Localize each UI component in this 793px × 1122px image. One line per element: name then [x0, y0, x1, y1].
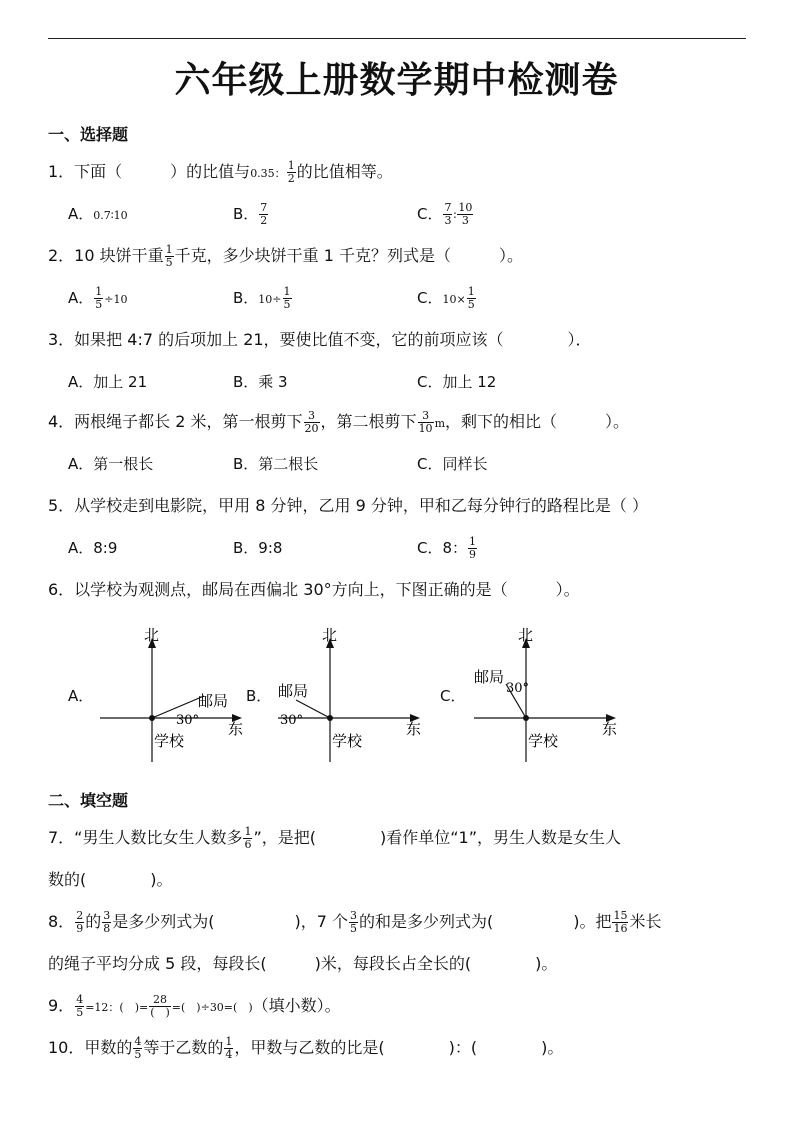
option-a: A．0.7∶10: [68, 205, 128, 223]
question-8-cont: 的绳子平均分成 5 段，每段长( )米，每段长占全长的( )。: [48, 954, 558, 973]
option-c: C．8： $\frac{1}{9}$: [417, 535, 477, 561]
diagram-b: [274, 622, 434, 766]
post-office-label: 邮局: [278, 682, 309, 700]
top-rule: [48, 38, 746, 39]
fraction: $\frac{3}{5}$: [349, 909, 357, 935]
diagram-b-label: B．: [246, 687, 272, 705]
diagram-c-label: C．: [440, 687, 466, 705]
fraction: $\frac{1}{4}$: [225, 1035, 233, 1061]
option-a: A．第一根长: [68, 455, 154, 473]
east-label: 东: [602, 720, 618, 738]
option-a: A． $\frac{1}{5}$ ÷10: [68, 285, 128, 311]
question-8: 8． $\frac{2}{9}$ 的 $\frac{3}{8}$ 是多少列式为( )，7 个 $\frac{3}{5}$ 的和是多少列式为( )。把 $\frac{15}{16}$ 米长: [48, 909, 662, 935]
option-a: A．8:9: [68, 539, 118, 557]
diagram-a-label: A．: [68, 687, 94, 705]
option-b: B．10÷ $\frac{1}{5}$: [233, 285, 291, 311]
fraction: $\frac{1}{2}$: [287, 159, 295, 185]
school-label: 学校: [528, 732, 559, 750]
fraction: $\frac{15}{16}$: [613, 909, 628, 935]
question-10: 10．甲数的 $\frac{4}{5}$ 等于乙数的 $\frac{1}{4}$ ，甲数与乙数的比是( )：( )。: [48, 1035, 564, 1061]
fraction: $\frac{1}{5}$: [165, 243, 173, 269]
east-label: 东: [228, 720, 244, 738]
option-c: C．加上 12: [417, 373, 497, 391]
fraction: $\frac{28}{( )}$: [150, 993, 170, 1019]
section-fill-heading: 二、填空题: [48, 791, 129, 810]
question-6: 6．以学校为观测点，邮局在西偏北 30°方向上，下图正确的是（ ）。: [48, 580, 580, 599]
angle-label: 30°: [176, 713, 200, 728]
question-9: 9． $\frac{4}{5}$ =12：( )= $\frac{28}{( )}$ =( )÷30=( )（填小数）。: [48, 993, 341, 1019]
option-a: A．加上 21: [68, 373, 148, 391]
option-b: B．第二根长: [233, 455, 319, 473]
question-4: 4．两根绳子都长 2 米，第一根剪下 $\frac{3}{20}$ ，第二根剪下 $\frac{3}{10}$ m，剩下的相比（ ）。: [48, 409, 630, 435]
option-c: C．10× $\frac{1}{5}$: [417, 285, 475, 311]
option-b: B．乘 3: [233, 373, 288, 391]
north-label: 北: [518, 626, 534, 644]
option-b: B．9:8: [233, 539, 283, 557]
question-5: 5．从学校走到电影院，甲用 8 分钟，乙用 9 分钟，甲和乙每分钟行的路程比是（ ）: [48, 496, 648, 515]
fraction: $\frac{3}{10}$: [418, 409, 433, 435]
option-c: C． $\frac{7}{3}$ ∶ $\frac{10}{3}$: [417, 201, 473, 227]
post-office-label: 邮局: [474, 668, 505, 686]
option-c: C．同样长: [417, 455, 488, 473]
diagram-a: [96, 622, 256, 766]
page-title: 六年级上册数学期中检测卷: [174, 59, 619, 101]
fraction: $\frac{3}{8}$: [103, 909, 111, 935]
angle-label: 30°: [506, 681, 530, 696]
question-3: 3．如果把 4:7 的后项加上 21，要使比值不变，它的前项应该（ ）．: [48, 330, 592, 349]
north-label: 北: [322, 626, 338, 644]
fraction: $\frac{3}{20}$: [304, 409, 319, 435]
north-label: 北: [144, 626, 160, 644]
fraction: $\frac{1}{6}$: [244, 825, 252, 851]
diagram-c: [470, 622, 630, 766]
school-label: 学校: [332, 732, 363, 750]
fraction: $\frac{4}{5}$: [134, 1035, 142, 1061]
fraction: $\frac{2}{9}$: [76, 909, 84, 935]
section-choice-heading: 一、选择题: [48, 125, 129, 144]
question-7: 7．“男生人数比女生人数多 $\frac{1}{6}$ ”，是把( )看作单位“1”，男生人数是女生人: [48, 825, 622, 851]
fraction: $\frac{4}{5}$: [76, 993, 84, 1019]
question-7-cont: 数的( )。: [48, 870, 173, 889]
post-office-label: 邮局: [198, 692, 229, 710]
question-2: 2．10 块饼干重 $\frac{1}{5}$ 千克，多少块饼干重 1 千克？列式是（ ）。: [48, 243, 523, 269]
east-label: 东: [406, 720, 422, 738]
school-label: 学校: [154, 732, 185, 750]
question-1: 1．下面（ ）的比值与0.35： $\frac{1}{2}$ 的比值相等。: [48, 159, 393, 185]
option-b: B． $\frac{7}{2}$: [233, 201, 268, 227]
angle-label: 30°: [280, 713, 304, 728]
